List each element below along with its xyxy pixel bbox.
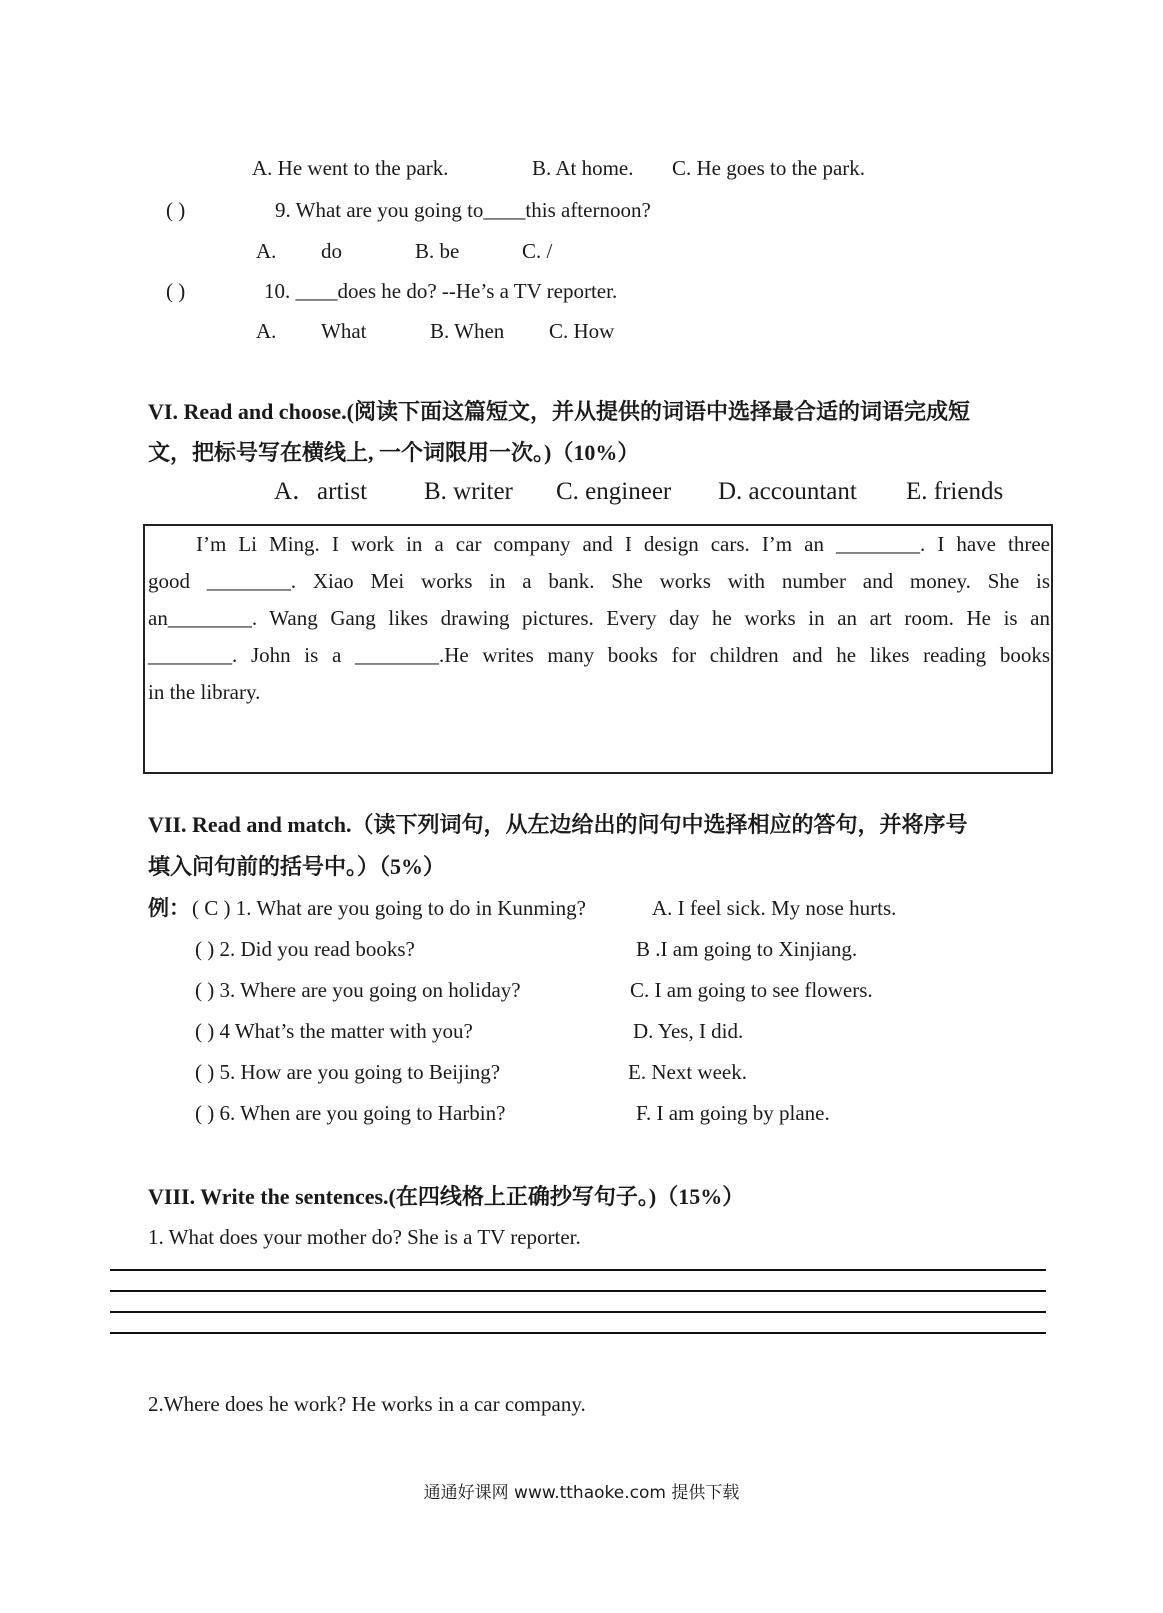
four-line-grid-line-2 bbox=[110, 1290, 1046, 1292]
section6-title-line1: VI. Read and choose.(阅读下面这篇短文，并从提供的词语中选择最合适的词语完成短 bbox=[148, 399, 970, 424]
passage-line-1: I’m Li Ming. I work in a car company and I design cars. I’m an ________. I have three bbox=[196, 532, 1050, 556]
four-line-grid-line-4 bbox=[110, 1332, 1046, 1334]
match-answer-e: E. Next week. bbox=[628, 1060, 747, 1084]
q8-option-a: A. He went to the park. bbox=[252, 156, 449, 180]
match-answer-c: C. I am going to see flowers. bbox=[630, 978, 873, 1002]
section7-title-line1: VII. Read and match.（读下列词句，从左边给出的问句中选择相应的答句，并将序号 bbox=[148, 812, 968, 837]
passage-line-3: an________. Wang Gang likes drawing pictures. Every day he works in an art room. He is an bbox=[148, 606, 1050, 630]
q9-answer-paren: ( ) bbox=[166, 198, 186, 222]
match-question-6: ( ) 6. When are you going to Harbin? bbox=[195, 1101, 506, 1125]
section6-title-line2: 文，把标号写在横线上, 一个词限用一次。)（10%） bbox=[148, 440, 640, 465]
example-question: ( C ) 1. What are you going to do in Kunming? bbox=[192, 896, 586, 920]
passage-line-4: ________. John is a ________.He writes many books for children and he likes reading books bbox=[148, 643, 1050, 667]
section7-title-line2: 填入问句前的括号中。）（5%） bbox=[148, 854, 446, 879]
q10-option-b: B. When bbox=[430, 319, 505, 343]
q9-option-a: do bbox=[321, 239, 342, 263]
four-line-grid-line-1 bbox=[110, 1269, 1046, 1271]
match-question-4: ( ) 4 What’s the matter with you? bbox=[195, 1019, 473, 1043]
q10-question: 10. ____does he do? --He’s a TV reporter. bbox=[264, 279, 618, 303]
example-answer: A. I feel sick. My nose hurts. bbox=[652, 896, 897, 920]
word-option-e: E. friends bbox=[906, 478, 1004, 505]
q9-question: 9. What are you going to____this afternoon? bbox=[275, 198, 651, 222]
passage-line-2: good ________. Xiao Mei works in a bank. She works with number and money. She is bbox=[148, 569, 1050, 593]
passage-line-5: in the library. bbox=[148, 680, 261, 704]
section8-title: VIII. Write the sentences.(在四线格上正确抄写句子。)（15%） bbox=[148, 1184, 745, 1209]
copy-sentence-1: 1. What does your mother do? She is a TV reporter. bbox=[148, 1225, 581, 1249]
q10-answer-paren: ( ) bbox=[166, 279, 186, 303]
q8-option-b: B. At home. bbox=[532, 156, 634, 180]
q9-option-c: C. / bbox=[522, 239, 553, 263]
match-question-2: ( ) 2. Did you read books? bbox=[195, 937, 415, 961]
q9-option-a-letter: A. bbox=[256, 239, 277, 263]
word-option-a: A．artist bbox=[274, 478, 368, 505]
word-option-c: C. engineer bbox=[556, 478, 672, 505]
word-option-d: D. accountant bbox=[718, 478, 857, 505]
q10-option-a-letter: A. bbox=[256, 319, 277, 343]
match-question-5: ( ) 5. How are you going to Beijing? bbox=[195, 1060, 501, 1084]
match-answer-f: F. I am going by plane. bbox=[636, 1101, 830, 1125]
word-option-b: B. writer bbox=[424, 478, 513, 505]
copy-sentence-2: 2.Where does he work? He works in a car company. bbox=[148, 1392, 586, 1416]
match-answer-d: D. Yes, I did. bbox=[633, 1019, 744, 1043]
match-question-3: ( ) 3. Where are you going on holiday? bbox=[195, 978, 521, 1002]
q10-option-c: C. How bbox=[549, 319, 615, 343]
match-answer-b: B .I am going to Xinjiang. bbox=[636, 937, 858, 961]
q9-option-b: B. be bbox=[415, 239, 460, 263]
page-footer: 通通好课网 www.tthaoke.com 提供下载 bbox=[423, 1483, 740, 1503]
q10-option-a: What bbox=[321, 319, 367, 343]
example-label: 例： bbox=[148, 896, 190, 920]
q8-option-c: C. He goes to the park. bbox=[672, 156, 866, 180]
four-line-grid-line-3 bbox=[110, 1311, 1046, 1313]
